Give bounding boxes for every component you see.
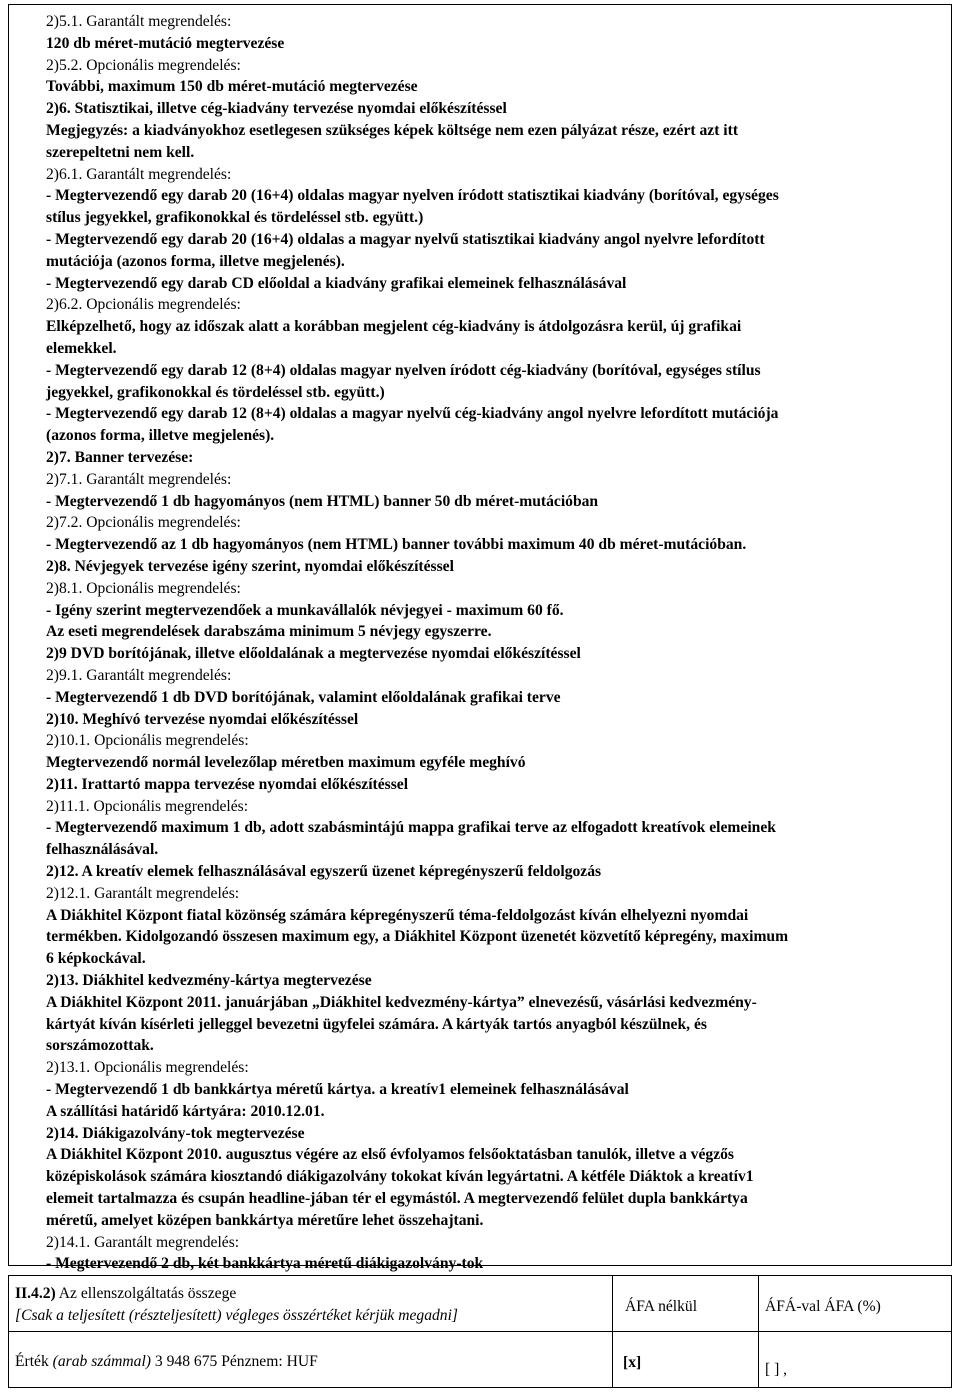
afa-val-checkbox: [ ] ,: [765, 1361, 788, 1378]
text-line: középiskolások számára kiosztandó diákigazolvány tokokat kíván legyártatni. A kétféle Diáktok a kreatív1: [46, 1168, 754, 1186]
afa-nelkul-checkbox: [x]: [623, 1354, 642, 1371]
document-frame: [8, 4, 952, 1273]
text-line: felhasználásával.: [46, 841, 159, 859]
text-line: 2)7. Banner tervezése:: [46, 448, 194, 466]
text-line: - Megtervezendő egy darab 12 (8+4) oldalas a magyar nyelvű cég-kiadvány angol nyelvre lefordított mutációja: [46, 405, 779, 423]
text-line: - Megtervezendő az 1 db hagyományos (nem HTML) banner további maximum 40 db méret-mutációban.: [46, 536, 747, 554]
text-line: 2)8. Névjegyek tervezése igény szerint, nyomdai előkészítéssel: [46, 557, 454, 575]
ertek-label: Érték: [15, 1353, 53, 1370]
afa-nelkul-header: ÁFA nélkül: [625, 1298, 698, 1315]
ertek-row: [15, 1352, 318, 1372]
text-line: 2)11. Irattartó mappa tervezése nyomdai előkészítéssel: [46, 775, 409, 793]
text-line: 2)14. Diákigazolvány-tok megtervezése: [46, 1124, 305, 1142]
text-line: sorszámozottak.: [46, 1037, 154, 1055]
table-divider-vertical-2: [758, 1276, 759, 1387]
text-line: - Megtervezendő 2 db, két bankkártya méretű diákigazolvány-tok: [46, 1255, 484, 1273]
text-line: 2)10. Meghívó tervezése nyomdai előkészítéssel: [46, 710, 359, 728]
text-line: 2)9 DVD borítójának, illetve előoldalának a megtervezése nyomdai előkészítéssel: [46, 645, 581, 663]
table-divider-vertical-1: [612, 1276, 613, 1387]
text-line: 2)13.1. Opcionális megrendelés:: [46, 1059, 249, 1077]
text-line: 2)6. Statisztikai, illetve cég-kiadvány tervezése nyomdai előkészítéssel: [46, 100, 507, 118]
text-line: mutációja (azonos forma, illetve megjelenés).: [46, 252, 345, 270]
ertek-value: 3 948 675 Pénznem: HUF: [151, 1353, 318, 1370]
text-line: - Megtervezendő 1 db DVD borítójának, valamint előoldalának grafikai terve: [46, 688, 561, 706]
text-line: - Megtervezendő egy darab 20 (16+4) oldalas a magyar nyelvű statisztikai kiadvány angol nyelvre lefordított: [46, 230, 765, 248]
text-line: elemeit tartalmazza és csupán headline-jában tér el egymástól. A megtervezendő felület dupla bankkártya: [46, 1190, 748, 1208]
text-line: - Megtervezendő 1 db bankkártya méretű kártya. a kreatív1 elemeinek felhasználásával: [46, 1081, 629, 1099]
text-line: A szállítási határidő kártyára: 2010.12.01.: [46, 1102, 325, 1120]
text-line: Az eseti megrendelések darabszáma minimum 5 névjegy egyszerre.: [46, 623, 492, 641]
text-line: - Megtervezendő egy darab 20 (16+4) oldalas magyar nyelven íródott statisztikai kiadvány (borítóval, egységes: [46, 187, 779, 205]
text-line: Megjegyzés: a kiadványokhoz esetlegesen szükséges képek költsége nem ezen pályázat része, ezért azt itt: [46, 121, 739, 139]
text-line: kártyát kíván kísérleti jelleggel bevezetni ügyfelei számára. A kártyák tartós anyagból készülnek, és: [46, 1015, 707, 1033]
text-line: 2)14.1. Garantált megrendelés:: [46, 1233, 240, 1251]
text-line: 2)7.1. Garantált megrendelés:: [46, 470, 232, 488]
text-line: - Igény szerint megtervezendőek a munkavállalók névjegyei - maximum 60 fő.: [46, 601, 564, 619]
text-line: 2)6.2. Opcionális megrendelés:: [46, 296, 241, 314]
afa-val-header: ÁFÁ-val ÁFA (%): [765, 1298, 881, 1315]
text-line: Elképzelhető, hogy az időszak alatt a korábban megjelent cég-kiadvány is átdolgozásra kerül, új grafikai: [46, 318, 742, 336]
text-line: (azonos forma, illetve megjelenés).: [46, 427, 275, 445]
price-heading-text: Az ellenszolgáltatás összege: [55, 1285, 237, 1302]
text-line: - Megtervezendő maximum 1 db, adott szabásmintájú mappa grafikai terve az elfogadott kreatívok elemeinek: [46, 819, 776, 837]
text-line: stílus jegyekkel, grafikonokkal és tördeléssel stb. együtt.): [46, 209, 424, 227]
price-heading-number: II.4.2): [15, 1285, 56, 1302]
price-note: [Csak a teljesített (részteljesített) végleges összértéket kérjük megadni]: [15, 1307, 459, 1324]
text-line: 2)6.1. Garantált megrendelés:: [46, 165, 232, 183]
price-heading: [15, 1284, 236, 1304]
text-line: 2)9.1. Garantált megrendelés:: [46, 666, 232, 684]
text-line: 2)5.2. Opcionális megrendelés:: [46, 56, 241, 74]
text-line: - Megtervezendő egy darab CD előoldal a kiadvány grafikai elemeinek felhasználásával: [46, 274, 627, 292]
text-line: 2)5.1. Garantált megrendelés:: [46, 13, 232, 30]
ertek-italic: (arab számmal): [52, 1353, 152, 1370]
text-line: 2)7.2. Opcionális megrendelés:: [46, 514, 241, 532]
text-line: 2)11.1. Opcionális megrendelés:: [46, 797, 249, 815]
text-line: 2)10.1. Opcionális megrendelés:: [46, 732, 249, 750]
text-line: 2)13. Diákhitel kedvezmény-kártya megtervezése: [46, 972, 372, 990]
text-line: 2)12. A kreatív elemek felhasználásával egyszerű üzenet képregényszerű feldolgozás: [46, 863, 602, 881]
text-line: 6 képkockával.: [46, 950, 146, 968]
table-divider-horizontal: [9, 1331, 951, 1332]
text-line: 2)12.1. Garantált megrendelés:: [46, 884, 240, 902]
text-line: A Diákhitel Központ fiatal közönség számára képregényszerű téma-feldolgozást kíván elhelyezni nyomdai: [46, 906, 749, 924]
text-line: elemekkel.: [46, 339, 117, 357]
text-line: További, maximum 150 db méret-mutáció megtervezése: [46, 78, 418, 96]
text-line: - Megtervezendő egy darab 12 (8+4) oldalas magyar nyelven íródott cég-kiadvány (borítóval, egységes stílus: [46, 361, 761, 379]
text-line: 2)8.1. Opcionális megrendelés:: [46, 579, 241, 597]
text-line: A Diákhitel Központ 2011. januárjában „Diákhitel kedvezmény-kártya” elnevezésű, vásárlási kedvezmény-: [46, 993, 757, 1011]
text-line: jegyekkel, grafikonokkal és tördeléssel stb. együtt.): [46, 383, 385, 401]
text-line: 120 db méret-mutáció megtervezése: [46, 34, 285, 52]
text-line: termékben. Kidolgozandó összesen maximum egy, a Diákhitel Központ üzenetét közvetítő képregény, maximum: [46, 928, 789, 946]
document-body: [46, 11, 951, 1275]
text-line: Megtervezendő normál levelezőlap méretben maximum egyféle meghívó: [46, 754, 526, 772]
text-line: szerepeltetni nem kell.: [46, 143, 195, 161]
price-table: [8, 1275, 952, 1388]
text-line: A Diákhitel Központ 2010. augusztus végére az első évfolyamos felsőoktatásban tanulók, illetve a végzős: [46, 1146, 734, 1164]
text-line: méretű, amelyet középen bankkártya méretűre lehet összehajtani.: [46, 1211, 484, 1229]
text-line: - Megtervezendő 1 db hagyományos (nem HTML) banner 50 db méret-mutációban: [46, 492, 599, 510]
